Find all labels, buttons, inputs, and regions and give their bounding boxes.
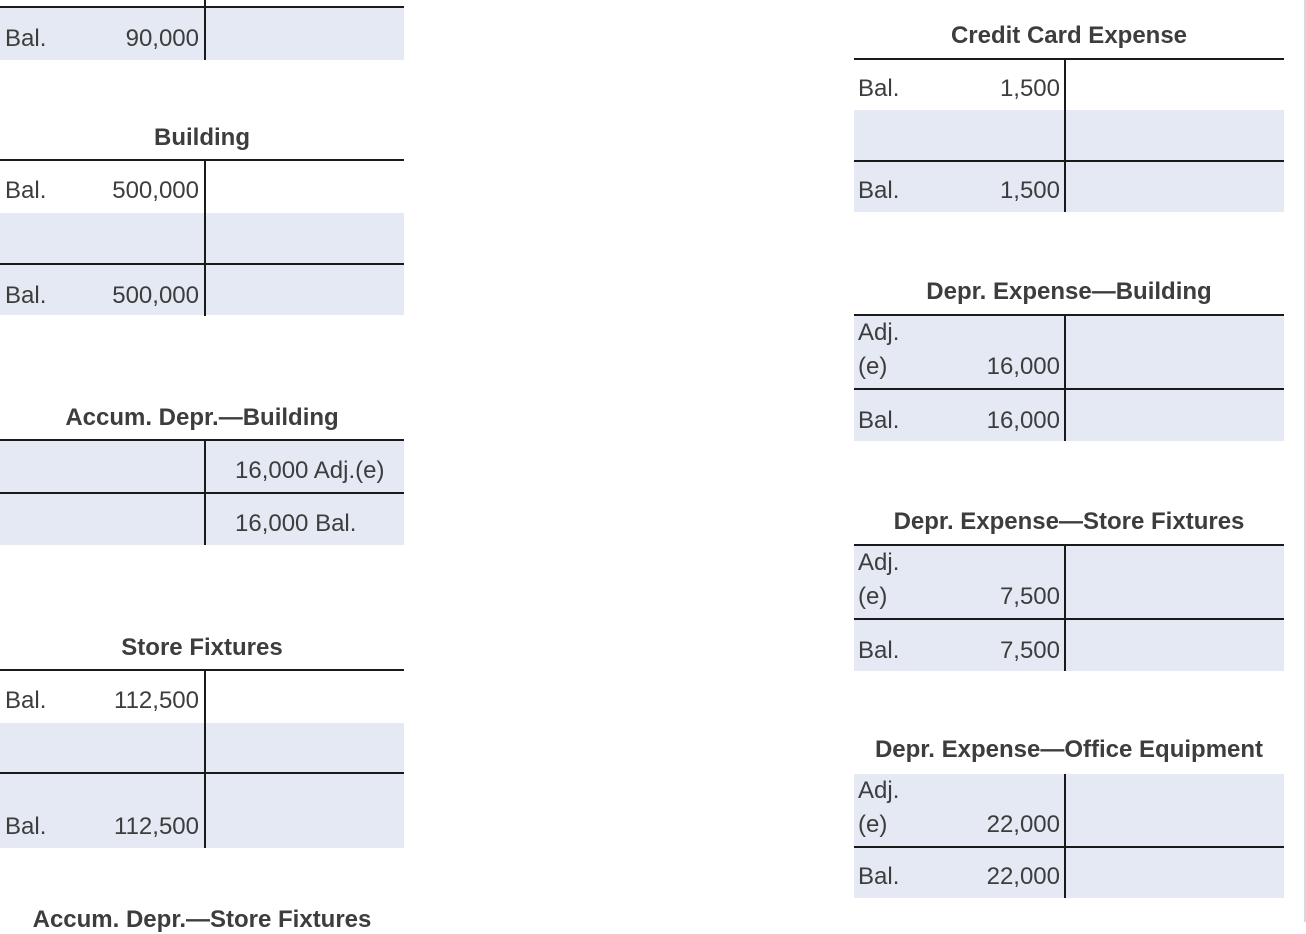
debit-amount: 500,000: [112, 282, 199, 309]
t-account-center-line: [204, 669, 206, 848]
credit-label: Adj.(e): [313, 457, 385, 484]
ledger-row: [854, 316, 1284, 388]
debit-label: Bal.: [858, 177, 900, 204]
credit-amount: 16,000: [235, 457, 309, 484]
debit-label: Bal.: [5, 177, 47, 204]
t-account-center-line: [1064, 544, 1066, 671]
ledger-row: [854, 546, 1284, 618]
t-account-top-line: [0, 439, 404, 441]
credit-label: Bal.: [315, 510, 357, 537]
debit-amount: 1,500: [999, 75, 1060, 102]
t-account-center-line: [1064, 774, 1066, 898]
debit-amount: 1,500: [999, 177, 1060, 204]
debit-label-line2: (e): [858, 583, 888, 610]
ledger-row-blank: [854, 110, 1284, 160]
debit-label: Bal.: [5, 25, 47, 52]
debit-label-line1: Adj.: [858, 777, 900, 804]
ledger-row: [854, 620, 1284, 671]
account-title: Store Fixtures: [121, 634, 283, 661]
debit-amount: 16,000: [986, 407, 1060, 434]
credit-entry: [235, 456, 384, 486]
row-divider: [0, 6, 404, 8]
ledger-row: [854, 162, 1284, 212]
ledger-row-blank: [0, 213, 404, 263]
ledger-row-blank: [0, 723, 404, 772]
total-line: [854, 618, 1284, 620]
t-account-top-line: [0, 669, 404, 671]
account-title: Depr. Expense—Store Fixtures: [893, 508, 1245, 535]
debit-amount: 500,000: [112, 177, 199, 204]
total-line: [854, 388, 1284, 390]
ledger-row: [854, 848, 1284, 898]
t-account-center-line: [204, 0, 206, 60]
ledger-row: [854, 774, 1284, 846]
account-title: Depr. Expense—Office Equipment: [874, 736, 1264, 763]
debit-label: Bal.: [858, 75, 900, 102]
debit-amount: 7,500: [999, 583, 1060, 610]
credit-amount: 16,000: [235, 510, 309, 537]
debit-label: Bal.: [5, 687, 47, 714]
t-account-center-line: [204, 159, 206, 316]
debit-amount: 112,500: [114, 687, 199, 714]
debit-amount: 7,500: [999, 637, 1060, 664]
debit-amount: 112,500: [114, 813, 199, 840]
total-line: [0, 492, 404, 494]
t-account-center-line: [1064, 58, 1066, 212]
debit-label: Bal.: [858, 407, 900, 434]
t-account-center-line: [204, 439, 206, 545]
debit-label-line2: (e): [858, 353, 888, 380]
total-line: [854, 846, 1284, 848]
account-title: Accum. Depr.—Building: [65, 404, 339, 431]
debit-label: Bal.: [858, 637, 900, 664]
credit-entry: [235, 509, 356, 539]
debit-amount: 22,000: [986, 863, 1060, 890]
debit-amount: 22,000: [986, 811, 1060, 838]
account-title: Credit Card Expense: [950, 22, 1188, 49]
t-account-top-line: [0, 159, 404, 161]
debit-label-line1: Adj.: [858, 549, 900, 576]
t-account-top-line: [854, 58, 1284, 60]
t-account-top-line: [854, 314, 1284, 316]
ledger-row: [0, 774, 404, 848]
ledger-row: [0, 265, 404, 315]
account-title: Depr. Expense—Building: [926, 278, 1212, 305]
debit-label-line2: (e): [858, 811, 888, 838]
t-account-top-line: [854, 544, 1284, 546]
debit-amount: 16,000: [986, 353, 1060, 380]
debit-label: Bal.: [5, 282, 47, 309]
debit-label-line1: Adj.: [858, 319, 900, 346]
debit-label: Bal.: [5, 813, 47, 840]
account-title: Building: [154, 124, 250, 151]
t-account-center-line: [1064, 314, 1066, 441]
debit-label: Bal.: [858, 863, 900, 890]
account-title-cutoff: Accum. Depr.—Store Fixtures: [32, 906, 372, 933]
ledger-row: [0, 8, 404, 60]
ledger-row: [854, 390, 1284, 441]
debit-amount: 90,000: [125, 25, 199, 52]
